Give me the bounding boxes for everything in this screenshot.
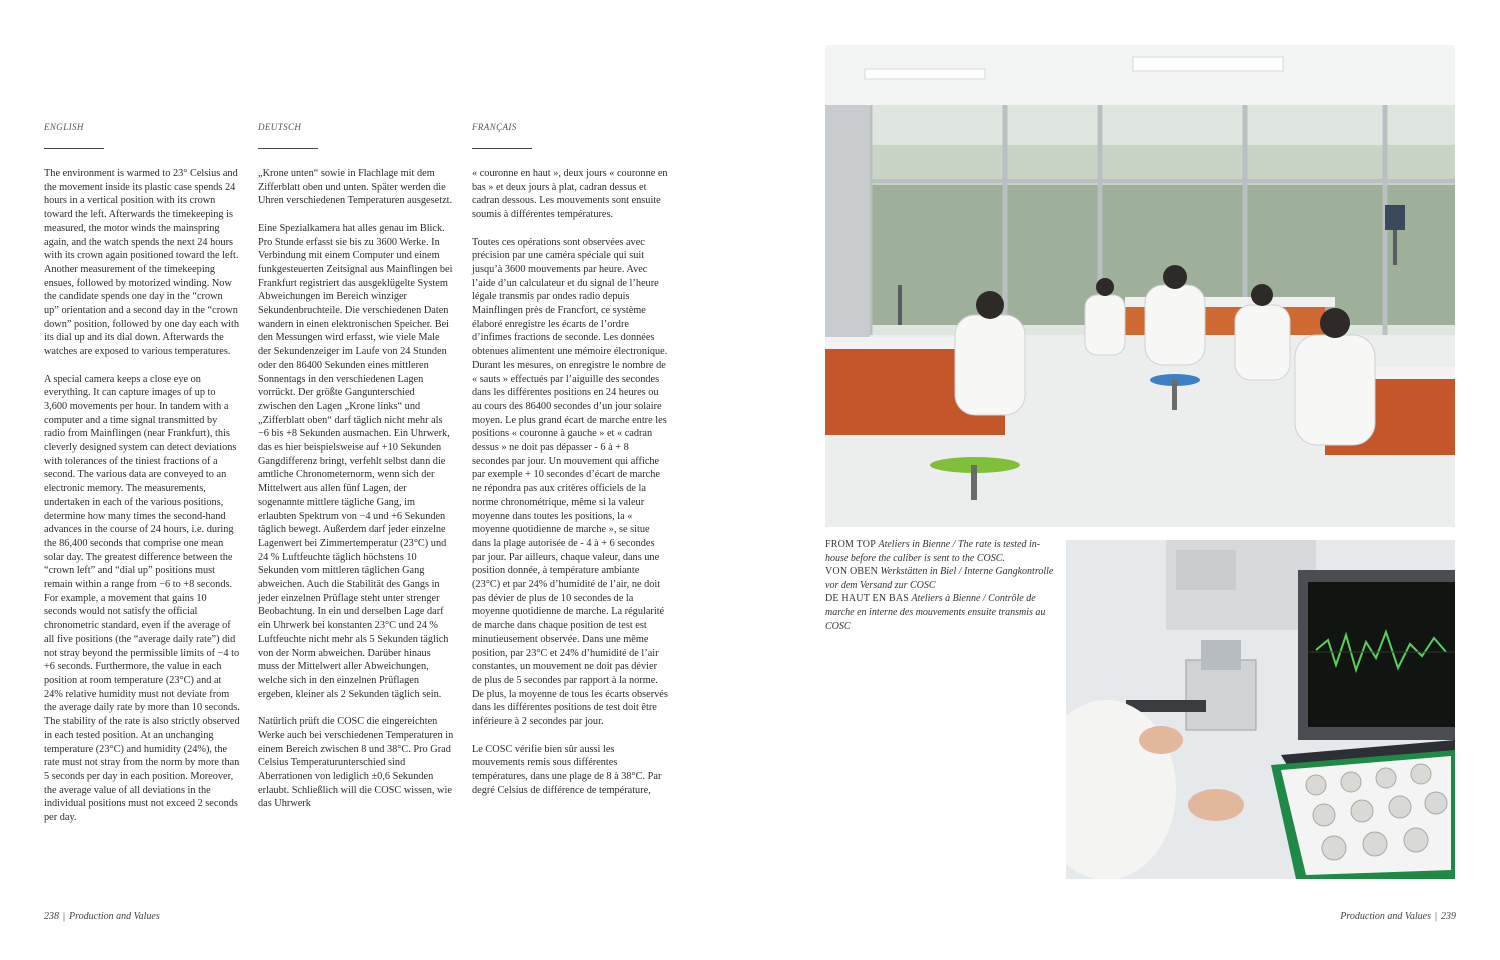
folio-left (44, 911, 160, 922)
column-label-deutsch: DEUTSCH (258, 122, 302, 132)
folio-right (1340, 911, 1456, 922)
running-title-right: Production and Values (1340, 911, 1431, 922)
body-text-francais (472, 167, 668, 797)
column-francais (472, 120, 668, 811)
caption-francais (825, 592, 1057, 633)
caption-deutsch (825, 565, 1057, 592)
paragraph: Toutes ces opérations sont observées avec précision par une caméra spéciale qui suit jusqu’à 3600 mouvements par heure. Avec l’aide d’un calculateur et du signal de l’heure légale transmis par ondes radio depuis Mainflingen près de Francfort, ce système élaboré enregistre les écarts de l’ordre d’infimes fractions de seconde. Les données obtenues alimentent une mémoire électronique. Durant les mesures, on enregistre le nombre de « sauts » effectués par l’aiguille des secondes dans les différentes positions en 24 heures ou au cours des 86400 secondes d’un jour solaire moyen. Le plus grand écart de marche entre les positions « couronne à gauche » et « cadran dessus » ne doit pas dépasser - 6 à + 8 secondes par jour. Un mouvement qui affiche par exemple + 10 secondes d’écart de marche ne répondra pas aux critères officiels de la norme chronométrique, même si la valeur moyenne dans toutes les positions, la « moyenne quotidienne de marche », se situe dans la plage autorisée de - 4 à + 6 secondes par jour. Par ailleurs, chaque valeur, dans une position donnée, à température ambiante (23°C) et par 24% d’humidité de l’air, ne doit pas dévier de plus de 10 secondes de la moyenne quotidienne de marche. La régularité de marche dans chaque position de test est minutieusement observée. Dans une même position, par 23°C et 24% d’humidité de l’air constantes, un mouvement ne doit pas dévier de plus de 5 secondes par rapport à la norme. De plus, la moyenne de tous les écarts observés dans les différentes positions de test doit être inférieure à 2 secondes par jour. (472, 236, 668, 728)
caption-lead-english: FROM TOP (825, 539, 876, 550)
caption-text-deutsch: Werkstätten in Biel / Interne Gangkontrolle vor dem Versand zur COSC (825, 566, 1054, 591)
column-rule (472, 148, 532, 149)
paragraph: „Krone unten“ sowie in Flachlage mit dem Zifferblatt oben und unten. Später werden die Uhren verschiedenen Temperaturen ausgesetzt. (258, 168, 453, 207)
column-rule (44, 148, 104, 149)
column-english (44, 120, 240, 838)
body-text-deutsch (258, 167, 454, 811)
column-label-english: ENGLISH (44, 122, 84, 132)
timing-machine-illustration (1066, 540, 1455, 879)
caption-text-english: Ateliers in Bienne / The rate is tested in-house before the caliber is sent to the COSC. (825, 539, 1041, 564)
paragraph: Eine Spezialkamera hat alles genau im Blick. Pro Stunde erfasst sie bis zu 3600 Werke. In Verbindung mit einem Computer und einem funkgesteuerten Zeitsignal aus Mainflingen bei Frankfurt registriert das ausgeklügelte System Abweichungen im Bereich winziger Sekundenbruchteile. Die verschiedenen Daten wandern in einen elektronischen Speicher. Bei den Messungen wird erfasst, wie viele Male der Sekundenzeiger im Laufe von 24 Stunden oder den 86400 Sekunden eines mittleren Sonnentags in den verschiedenen Lagen vorrückt. Der größte Gangunterschied zwischen den Lagen „Krone links“ und „Zifferblatt oben“ darf täglich nicht mehr als −6 bis +8 Sekunden ausmachen. Ein Uhrwerk, das es hier beispielsweise auf +10 Sekunden Gangdifferenz bringt, verfehlt selbst dann die amtliche Chronometernorm, wenn sich der Mittelwert aus allen fünf Lagen, der sogenannte mittlere tägliche Gang, im erlaubten Spektrum von −4 und +6 Sekunden täglich bewegt. Außerdem darf jeder einzelne Lagenwert bei Zimmertemperatur (23°C) und 24 % Luftfeuchte täglich höchstens 10 Sekunden vom mittleren täglichen Gang abweichen. Auch die Stabilität des Gangs in jeder einzelnen Prüflage steht unter strenger Beobachtung. In ein und derselben Lage darf ein Uhrwerk bei konstanten 23°C und 24 % Luftfeuchte nicht mehr als 5 Sekunden täglich von der Norm abweichen. Darüber hinaus muss der Mittelwert aller Abweichungen, welche sich in den einzelnen Prüflagen ergeben, kleiner als 2 Sekunden täglich sein. (258, 222, 453, 700)
photo-timing-machine (1066, 540, 1455, 879)
caption-lead-deutsch: VON OBEN (825, 566, 878, 578)
workshop-illustration (825, 45, 1455, 527)
folio-separator: | (1434, 911, 1437, 922)
running-title-left: Production and Values (69, 911, 160, 922)
caption-text-francais: Ateliers à Bienne / Contrôle de marche en interne des mouvements ensuite transmis au COSC (825, 593, 1046, 632)
caption-english (825, 538, 1057, 565)
column-deutsch (258, 120, 454, 825)
paragraph: Natürlich prüft die COSC die eingereichten Werke auch bei verschiedenen Temperaturen in einem Bereich zwischen 8 und 38°C. Pro Grad Celsius Temperaturunterschied sind Aberrationen von lediglich ±0,6 Sekunden erlaubt. Schließlich will die COSC wissen, wie das Uhrwerk (258, 716, 454, 810)
page-number-left: 238 (44, 911, 59, 922)
paragraph: A special camera keeps a close eye on everything. It can capture images of up to 3,600 movements per hour. In tandem with a computer and a time signal transmitted by radio from Mainflingen (near Frankfurt), this cleverly designed system can detect deviations with tolerances of the tiniest fractions of a second. The various data are conveyed to an electronic memory. The measurements, undertaken in each of the various positions, determine how many times the second-hand advances in the course of 24 hours, i.e. during the 86,400 seconds that comprise one mean solar day. The greatest difference between the “crown left” and “dial up” positions must remain within a range from −6 to +8 seconds. For example, a movement that gains 10 seconds would not satisfy the official chronometric standard, even if the average of all five positions (the “average daily rate”) did not stray beyond the permissible limits of −4 to +6 seconds. Furthermore, the value in each position at room temperature (23°C) and at 24% relative humidity must not deviate from the average daily rate by more than 10 seconds. The stability of the rate is also strictly observed in each tested position. At an unchanging temperature (23°C) and humidity (24%), the rate must not stray from the norm by more than 5 seconds per day in each position. Moreover, the average value of all deviations in the individual positions must not exceed 2 seconds per day. (44, 373, 240, 824)
column-rule (258, 148, 318, 149)
photo-caption (825, 538, 1057, 633)
paragraph: The environment is warmed to 23° Celsius and the movement inside its plastic case spends 24 hours in a vertical position with its crown toward the left. Afterwards the timekeeping is measured, the motor winds the mainspring again, and the watch spends the next 24 hours with its crown again positioned toward the left. Another measurement of the timekeeping ensues, followed by motorized winding. Now the candidate spends one day in the “crown up” orientation and a second day in the “crown down” position, followed by one day each with its dial up and its dial down. Afterwards the watches are exposed to various temperatures. (44, 168, 240, 358)
photo-workshop (825, 45, 1455, 527)
page-number-right: 239 (1441, 911, 1456, 922)
folio-separator: | (63, 911, 66, 922)
caption-lead-francais: DE HAUT EN BAS (825, 593, 910, 605)
column-label-francais: FRANÇAIS (472, 122, 517, 132)
body-text-english (44, 167, 240, 825)
paragraph: « couronne en haut », deux jours « couronne en bas » et deux jours à plat, cadran dessus et cadran dessous. Les mouvements sont ensuite soumis à différentes températures. (472, 168, 668, 221)
paragraph: Le COSC vérifie bien sûr aussi les mouvements remis sous différentes températures, dans une plage de 8 à 38°C. Par degré Celsius de différence de température, (472, 743, 662, 796)
